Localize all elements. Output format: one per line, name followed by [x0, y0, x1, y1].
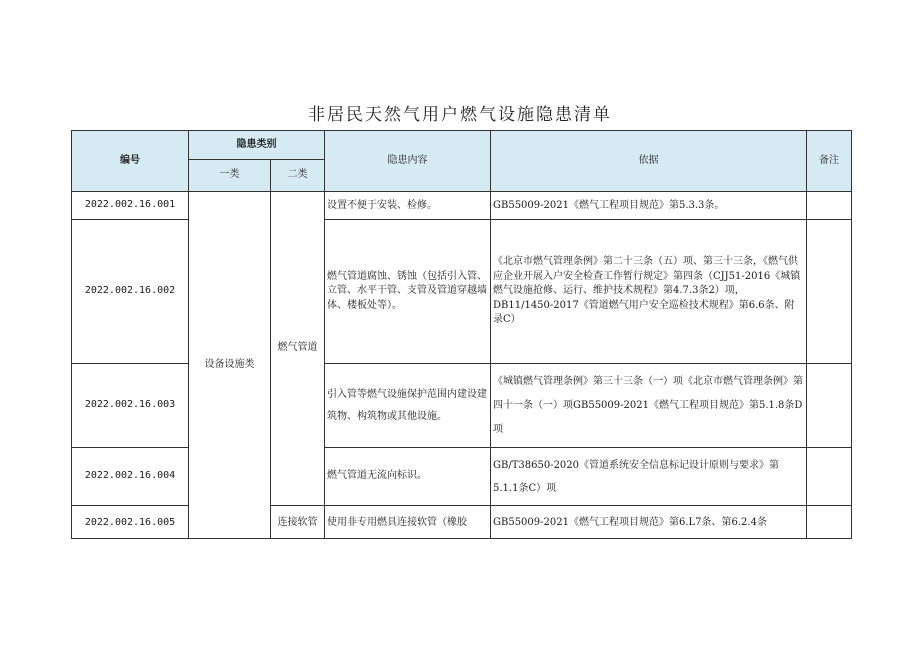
page-title: 非居民天然气用户燃气设施隐患清单 [308, 105, 612, 125]
row-content: 使用非专用燃具连接软管（橡胶 [325, 506, 491, 539]
row-number: 2022.002.16.004 [72, 448, 189, 506]
row-remarks [807, 192, 852, 220]
header-remarks: 备注 [807, 131, 852, 192]
row-basis: GB55009-2021《燃气工程项目规范》第6.L7条、第6.2.4条 [491, 506, 807, 539]
row-basis: 《北京市燃气管理条例》第二十三条（五）项、第三十三条，《燃气供应企业开展入户安全检查工作暂行规定》第四条（CJJ51-2016《城镇燃气设施抢修、运行、维护技术规程》第4.7.3条2）项，DB11/1450-2017《管道燃气用户安全巡检技术规程》第6.6条、附录C） [491, 220, 807, 364]
row-remarks [807, 506, 852, 539]
header-category-2: 二类 [271, 160, 325, 192]
row-number: 2022.002.16.003 [72, 364, 189, 448]
row-number: 2022.002.16.001 [72, 192, 189, 220]
header-basis: 依据 [491, 131, 807, 192]
row-number: 2022.002.16.005 [72, 506, 189, 539]
category-1-cell: 设备设施类 [189, 192, 271, 539]
row-basis: GB55009-2021《燃气工程项目规范》第5.3.3条。 [491, 192, 807, 220]
category-2-pipeline: 燃气管道 [271, 192, 325, 506]
header-number: 编号 [72, 131, 189, 192]
header-content: 隐患内容 [325, 131, 491, 192]
table-row [72, 192, 852, 220]
row-content: 燃气管道无流向标识。 [325, 448, 491, 506]
row-content: 引入管等燃气设施保护范围内建设建筑物、构筑物或其他设施。 [325, 364, 491, 448]
row-content: 燃气管道腐蚀、锈蚀（包括引入管、立管、水平干管、支管及管道穿越墙体、楼板处等）。 [325, 220, 491, 364]
row-remarks [807, 220, 852, 364]
row-content: 设置不便于安装、检修。 [325, 192, 491, 220]
row-remarks [807, 448, 852, 506]
row-basis: 《城镇燃气管理条例》第三十三条（一）项《北京市燃气管理条例》第四十一条（一）项GB55009-2021《燃气工程项目规范》第5.1.8条D项 [491, 364, 807, 448]
hazard-table [71, 130, 852, 539]
row-remarks [807, 364, 852, 448]
row-number: 2022.002.16.002 [72, 220, 189, 364]
header-category-group: 隐患类别 [189, 131, 325, 160]
header-category-1: 一类 [189, 160, 271, 192]
category-2-hose: 连接软管 [271, 506, 325, 539]
row-basis: GB/T38650-2020《管道系统安全信息标记设计原则与要求》第5.1.1条C）项 [491, 448, 807, 506]
